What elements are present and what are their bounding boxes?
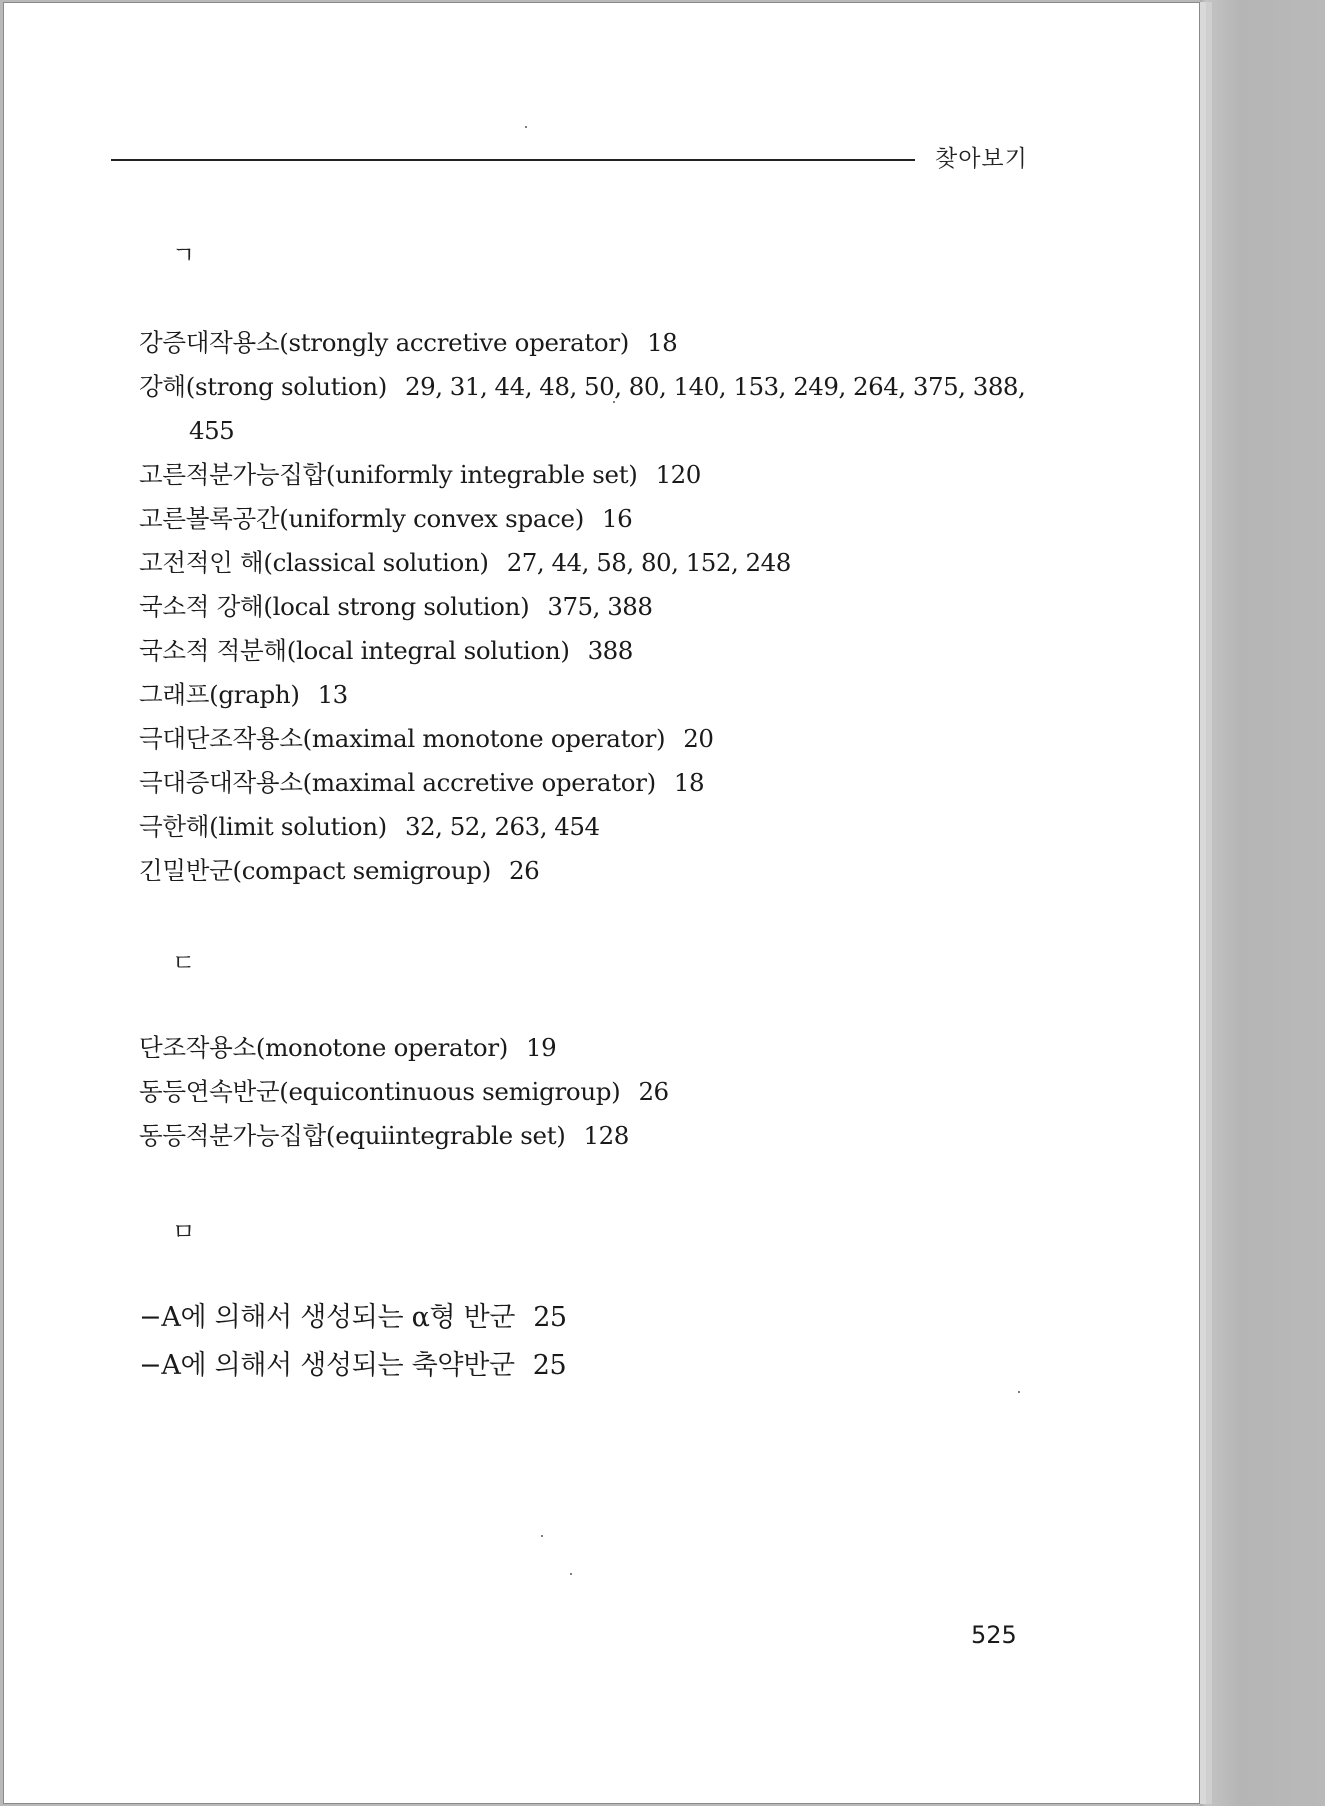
index-pages: 27, 44, 58, 80, 152, 248 bbox=[506, 548, 791, 577]
index-pages: 26 bbox=[508, 856, 540, 885]
section-letter-mieum: ㅁ bbox=[172, 1218, 196, 1246]
index-entry bbox=[139, 541, 1025, 585]
index-entry bbox=[139, 629, 1025, 673]
index-pages: 32, 52, 263, 454 bbox=[404, 812, 600, 841]
section-letter-giyeok: ㄱ bbox=[172, 241, 196, 269]
index-entry bbox=[139, 321, 1025, 365]
index-entry bbox=[139, 1294, 567, 1342]
index-term: 국소적 강해(local strong solution) bbox=[139, 592, 530, 621]
index-term: 단조작용소(monotone operator) bbox=[139, 1033, 508, 1062]
page-edge-shadow bbox=[1200, 0, 1325, 1806]
index-entry bbox=[139, 849, 1025, 893]
index-entry bbox=[139, 1342, 567, 1390]
index-term: 극대증대작용소(maximal accretive operator) bbox=[139, 768, 656, 797]
index-term: 동등적분가능집합(equiintegrable set) bbox=[139, 1121, 566, 1150]
index-list-giyeok bbox=[139, 321, 1025, 893]
index-pages: 19 bbox=[525, 1033, 557, 1062]
index-entry bbox=[139, 497, 1025, 541]
index-entry bbox=[139, 717, 1025, 761]
index-term: 고른적분가능집합(uniformly integrable set) bbox=[139, 460, 638, 489]
index-pages: 388 bbox=[587, 636, 633, 665]
index-pages: 16 bbox=[602, 504, 633, 533]
index-entry bbox=[139, 1026, 669, 1070]
index-pages: 25 bbox=[533, 1302, 567, 1333]
header-rule bbox=[111, 159, 915, 161]
index-pages: 375, 388 bbox=[547, 592, 653, 621]
index-pages: 120 bbox=[655, 460, 701, 489]
index-entry bbox=[139, 585, 1025, 629]
index-term: 극한해(limit solution) bbox=[139, 812, 387, 841]
section-letter-digeut: ㄷ bbox=[172, 949, 196, 977]
index-term: 국소적 적분해(local integral solution) bbox=[139, 636, 570, 665]
scan-speck bbox=[613, 401, 615, 403]
index-term: 동등연속반군(equicontinuous semigroup) bbox=[139, 1077, 621, 1106]
index-entry bbox=[139, 805, 1025, 849]
index-entry bbox=[139, 673, 1025, 717]
index-term: 그래프(graph) bbox=[139, 680, 300, 709]
index-term: 고른볼록공간(uniformly convex space) bbox=[139, 504, 585, 533]
index-pages: 128 bbox=[583, 1121, 629, 1150]
index-entry bbox=[139, 365, 1025, 453]
scan-speck bbox=[541, 1535, 543, 1537]
scan-speck bbox=[570, 1573, 572, 1575]
index-entry bbox=[139, 453, 1025, 497]
index-pages: 29, 31, 44, 48, 50, 80, 140, 153, 249, 264, 375, 388, bbox=[405, 372, 1026, 401]
index-pages-continued: 455 bbox=[189, 416, 235, 445]
index-pages: 20 bbox=[683, 724, 714, 753]
index-term: 강해(strong solution) bbox=[139, 372, 388, 401]
running-header bbox=[111, 138, 1029, 172]
index-term: 강증대작용소(strongly accretive operator) bbox=[139, 328, 630, 357]
index-pages: 25 bbox=[532, 1350, 567, 1381]
index-entry bbox=[139, 761, 1025, 805]
index-term: −A에 의해서 생성되는 α형 반군 bbox=[139, 1302, 516, 1333]
page-number: 525 bbox=[971, 1621, 1017, 1649]
index-list-mieum bbox=[139, 1294, 567, 1390]
index-term: 극대단조작용소(maximal monotone operator) bbox=[139, 724, 666, 753]
index-entry bbox=[139, 1114, 669, 1158]
index-entry bbox=[139, 1070, 669, 1114]
scan-speck bbox=[525, 126, 527, 128]
index-pages: 18 bbox=[673, 768, 705, 797]
header-title: 찾아보기 bbox=[935, 146, 1028, 172]
index-list-digeut bbox=[139, 1026, 669, 1158]
index-pages: 26 bbox=[638, 1077, 669, 1106]
index-pages: 18 bbox=[647, 328, 678, 357]
document-page bbox=[3, 2, 1200, 1804]
index-term: 고전적인 해(classical solution) bbox=[139, 548, 489, 577]
scan-speck bbox=[1018, 1391, 1020, 1393]
index-term: 긴밀반군(compact semigroup) bbox=[139, 856, 491, 885]
index-pages: 13 bbox=[317, 680, 348, 709]
index-term: −A에 의해서 생성되는 축약반군 bbox=[139, 1350, 515, 1381]
